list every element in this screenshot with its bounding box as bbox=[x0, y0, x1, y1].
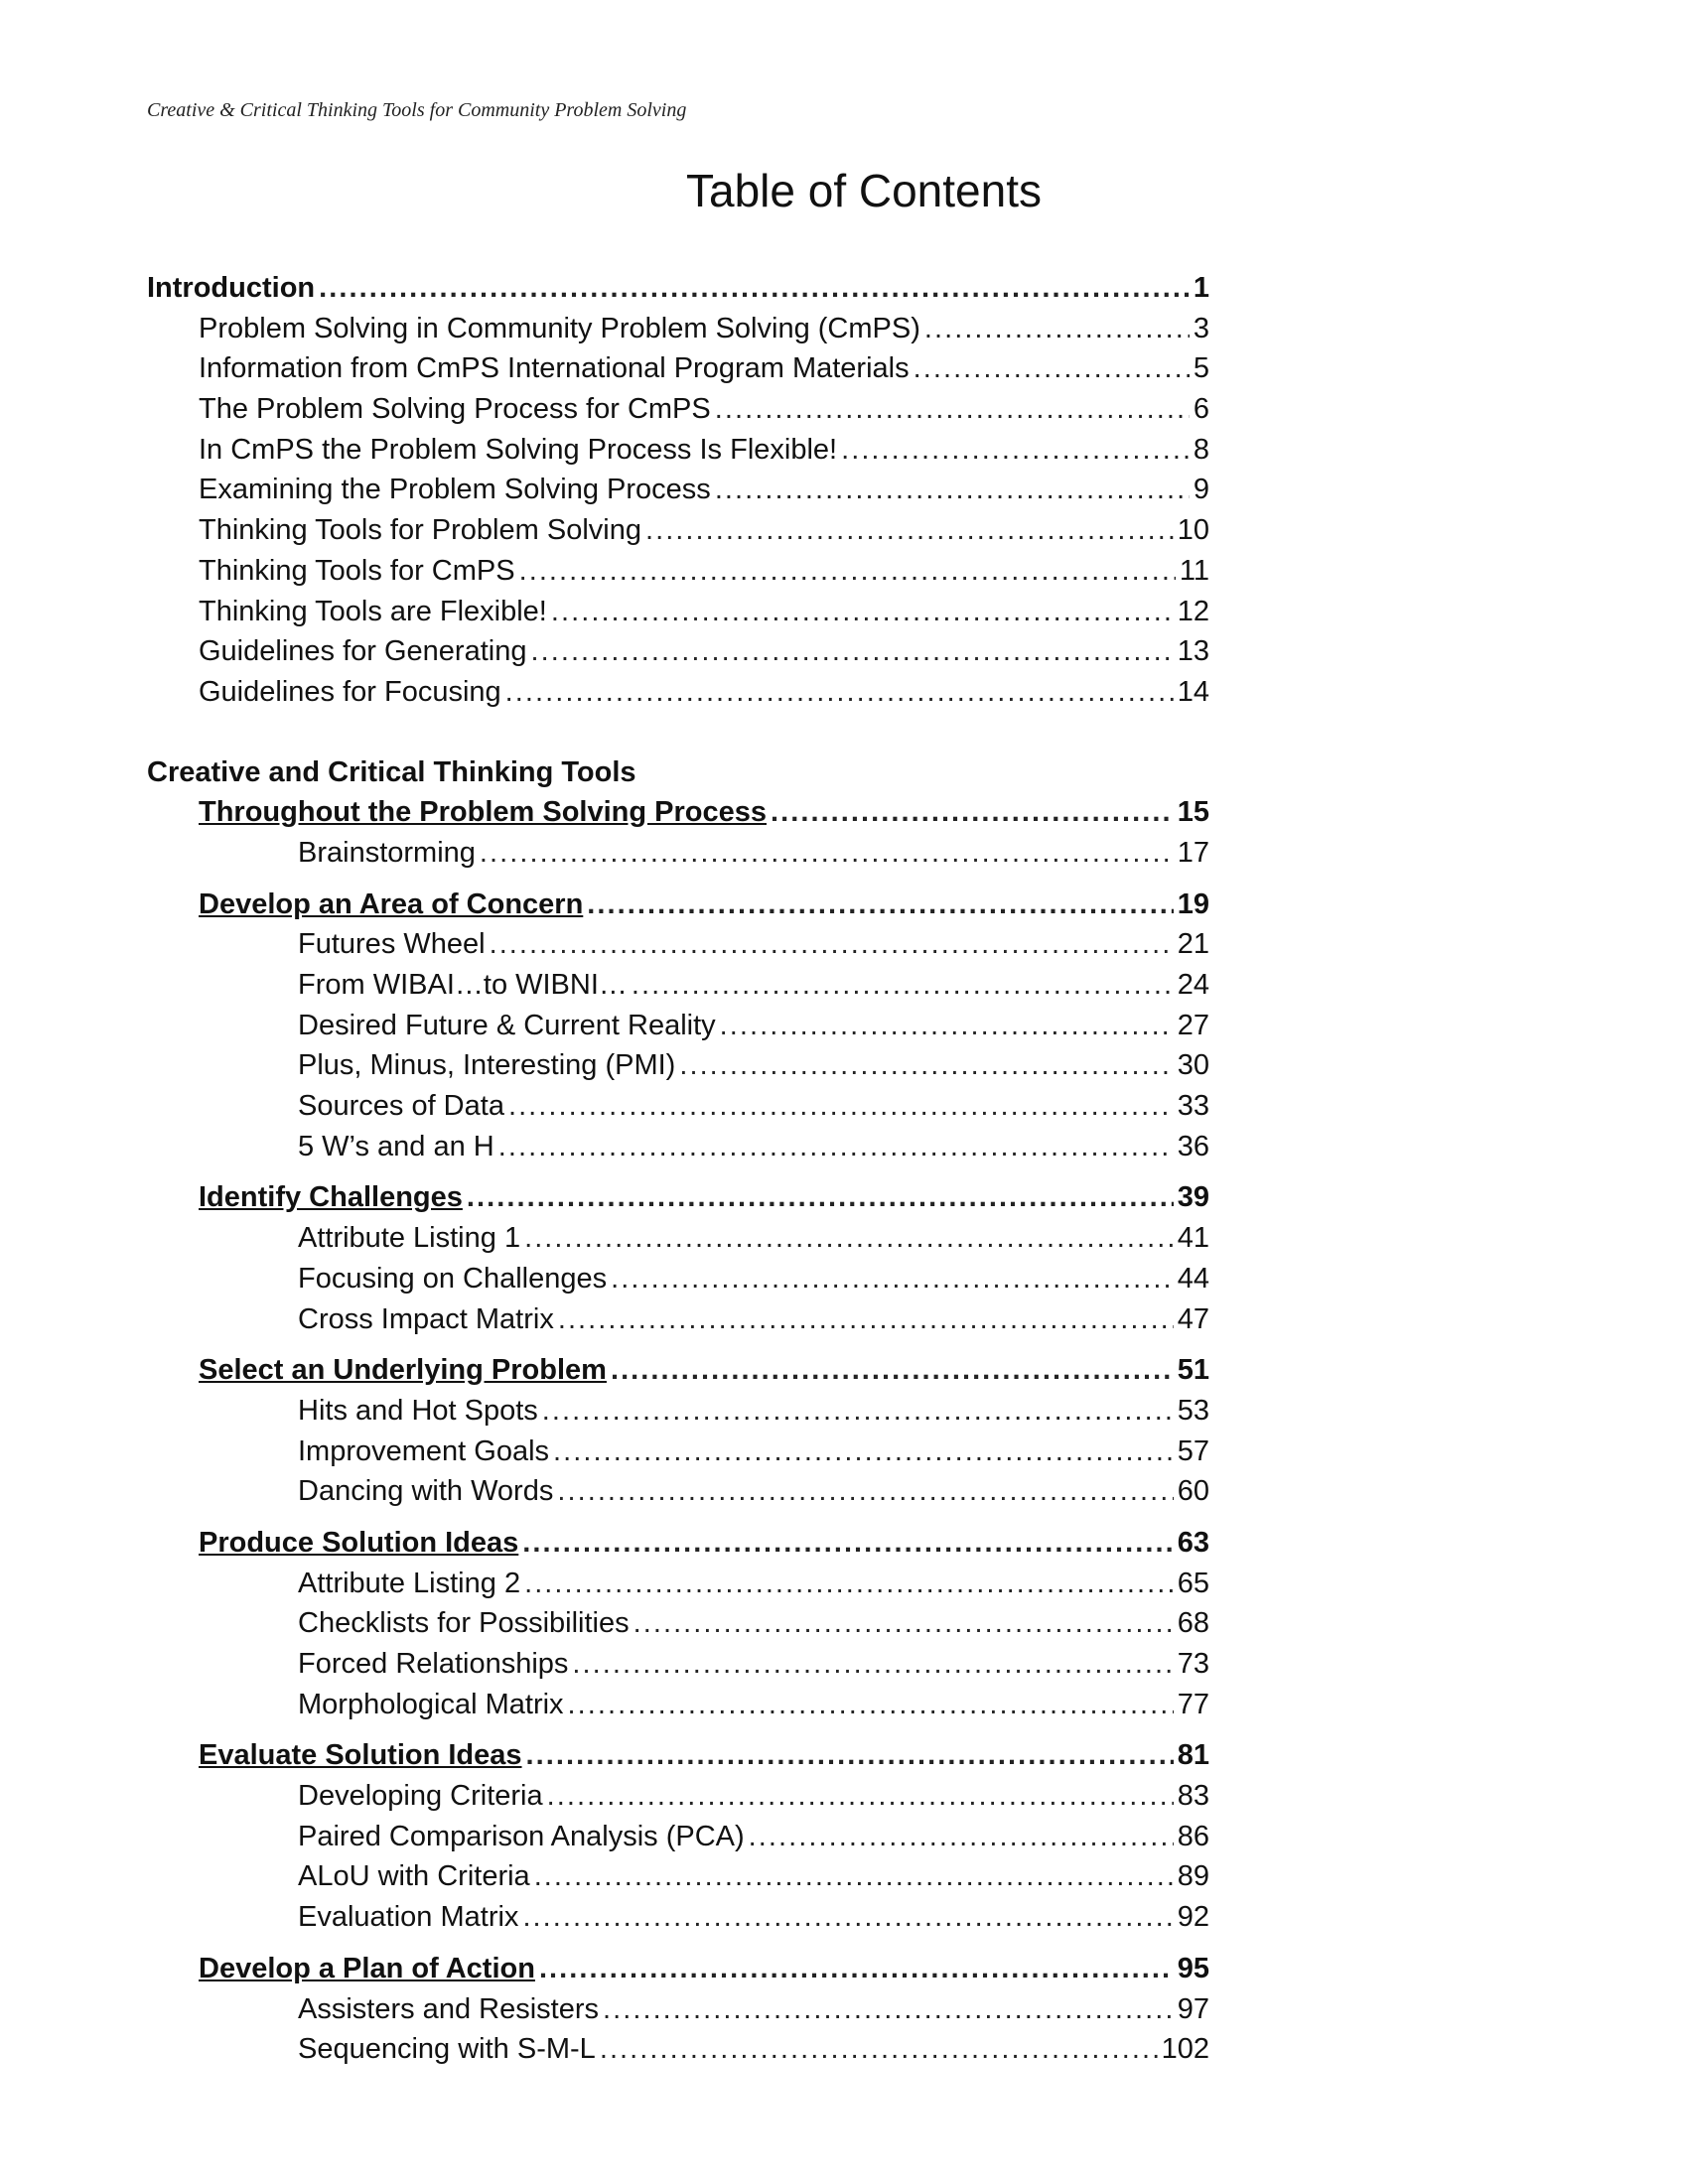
dot-leader bbox=[914, 348, 1190, 389]
toc-entry-title: Forced Relationships bbox=[298, 1648, 569, 1680]
toc-entry-page: 27 bbox=[1177, 1009, 1209, 1041]
toc-entry[interactable] bbox=[147, 592, 1209, 632]
toc-entry-title: Evaluate Solution Ideas bbox=[199, 1739, 522, 1772]
toc-entry-page: 95 bbox=[1177, 1952, 1209, 1984]
toc-entry-page: 47 bbox=[1177, 1302, 1209, 1335]
toc-entry-page: 83 bbox=[1177, 1780, 1209, 1813]
toc-entry-introduction[interactable] bbox=[147, 268, 1209, 309]
toc-entry-page: 12 bbox=[1177, 595, 1209, 627]
toc-entry-title: Morphological Matrix bbox=[298, 1688, 564, 1720]
toc-entry[interactable] bbox=[147, 672, 1209, 713]
toc-entry-page: 65 bbox=[1177, 1567, 1209, 1599]
dot-leader bbox=[522, 1523, 1173, 1564]
toc-entry[interactable] bbox=[147, 1644, 1209, 1685]
toc-entry-title: Assisters and Resisters bbox=[298, 1992, 599, 2025]
dot-leader bbox=[505, 672, 1174, 713]
dot-leader bbox=[603, 1989, 1174, 2030]
dot-leader bbox=[557, 1471, 1173, 1512]
toc-entry-page: 68 bbox=[1177, 1607, 1209, 1640]
dot-leader bbox=[498, 1127, 1174, 1167]
tools-list bbox=[147, 792, 1209, 2070]
toc-section-link[interactable] bbox=[147, 792, 1209, 833]
toc-entry[interactable] bbox=[147, 1432, 1209, 1472]
dot-leader bbox=[519, 551, 1176, 592]
toc-entry[interactable] bbox=[147, 1603, 1209, 1644]
toc-entry-title: Desired Future & Current Reality bbox=[298, 1009, 716, 1041]
dot-leader bbox=[547, 1776, 1174, 1817]
toc-entry[interactable] bbox=[147, 1471, 1209, 1512]
dot-leader bbox=[715, 470, 1190, 510]
toc-entry[interactable] bbox=[147, 1259, 1209, 1299]
toc-entry[interactable] bbox=[147, 510, 1209, 551]
dot-leader bbox=[600, 2029, 1158, 2070]
toc-entry-page: 77 bbox=[1177, 1688, 1209, 1720]
table-of-contents bbox=[147, 268, 1209, 2070]
toc-entry[interactable] bbox=[147, 833, 1209, 874]
running-header: Creative & Critical Thinking Tools for Community Problem Solving bbox=[147, 99, 687, 121]
dot-leader bbox=[553, 1432, 1174, 1472]
toc-entry[interactable] bbox=[147, 389, 1209, 430]
toc-entry[interactable] bbox=[147, 1086, 1209, 1127]
toc-entry-page: 24 bbox=[1177, 969, 1209, 1001]
toc-entry-page: 3 bbox=[1193, 312, 1209, 344]
dot-leader bbox=[568, 1685, 1174, 1725]
toc-entry-page: 10 bbox=[1177, 514, 1209, 547]
toc-entry-page: 30 bbox=[1177, 1049, 1209, 1082]
toc-entry-title: Attribute Listing 1 bbox=[298, 1222, 521, 1255]
toc-entry-title: Select an Underlying Problem bbox=[199, 1354, 607, 1387]
toc-section-link[interactable] bbox=[147, 1949, 1209, 1989]
toc-entry-page: 11 bbox=[1179, 554, 1209, 587]
toc-entry-title: Attribute Listing 2 bbox=[298, 1567, 521, 1599]
dot-leader bbox=[542, 1391, 1174, 1432]
toc-entry-page: 6 bbox=[1193, 393, 1209, 426]
toc-entry-page: 97 bbox=[1177, 1992, 1209, 2025]
toc-entry-page: 39 bbox=[1177, 1181, 1209, 1214]
toc-entry[interactable] bbox=[147, 631, 1209, 672]
toc-entry-title: 5 W’s and an H bbox=[298, 1130, 494, 1162]
dot-leader bbox=[508, 1086, 1174, 1127]
toc-entry-title: Plus, Minus, Interesting (PMI) bbox=[298, 1049, 676, 1082]
toc-entry-page: 5 bbox=[1193, 352, 1209, 385]
dot-leader bbox=[632, 965, 1174, 1006]
dot-leader bbox=[572, 1644, 1173, 1685]
dot-leader bbox=[924, 309, 1190, 349]
toc-entry[interactable] bbox=[147, 965, 1209, 1006]
toc-entry-page: 44 bbox=[1177, 1262, 1209, 1295]
dot-leader bbox=[530, 631, 1173, 672]
dot-leader bbox=[467, 1177, 1174, 1218]
toc-entry-title: Cross Impact Matrix bbox=[298, 1302, 554, 1335]
toc-entry-page: 41 bbox=[1177, 1222, 1209, 1255]
toc-entry[interactable] bbox=[147, 430, 1209, 471]
dot-leader bbox=[611, 1259, 1174, 1299]
toc-section-link[interactable] bbox=[147, 1735, 1209, 1776]
toc-entry-title: Hits and Hot Spots bbox=[298, 1394, 538, 1427]
toc-entry[interactable] bbox=[147, 551, 1209, 592]
toc-entry-title: Evaluation Matrix bbox=[298, 1901, 519, 1934]
dot-leader bbox=[490, 924, 1174, 965]
toc-entry[interactable] bbox=[147, 1685, 1209, 1725]
dot-leader bbox=[539, 1949, 1174, 1989]
toc-entry[interactable] bbox=[147, 1391, 1209, 1432]
toc-entry-title: Throughout the Problem Solving Process bbox=[199, 796, 767, 829]
toc-entry-page: 92 bbox=[1177, 1901, 1209, 1934]
dot-leader bbox=[611, 1350, 1174, 1391]
toc-entry-page: 33 bbox=[1177, 1090, 1209, 1123]
toc-entry-page: 1 bbox=[1193, 272, 1209, 304]
toc-entry-page: 9 bbox=[1193, 474, 1209, 506]
dot-leader bbox=[771, 792, 1174, 833]
toc-section-link[interactable] bbox=[147, 1177, 1209, 1218]
toc-entry-title: The Problem Solving Process for CmPS bbox=[199, 393, 711, 426]
dot-leader bbox=[551, 592, 1174, 632]
toc-entry-title: Checklists for Possibilities bbox=[298, 1607, 630, 1640]
toc-entry-page: 53 bbox=[1177, 1394, 1209, 1427]
toc-entry-page: 102 bbox=[1161, 2033, 1209, 2066]
toc-entry-page: 81 bbox=[1177, 1739, 1209, 1772]
toc-entry-title: From WIBAI…to WIBNI… bbox=[298, 969, 628, 1001]
toc-entry-title: Dancing with Words bbox=[298, 1475, 554, 1508]
toc-entry-page: 51 bbox=[1177, 1354, 1209, 1387]
toc-entry[interactable] bbox=[147, 1856, 1209, 1897]
dot-leader bbox=[526, 1735, 1174, 1776]
toc-entry-title: Guidelines for Focusing bbox=[199, 675, 501, 708]
toc-entry[interactable] bbox=[147, 1897, 1209, 1938]
dot-leader bbox=[522, 1897, 1173, 1938]
toc-entry-page: 36 bbox=[1177, 1130, 1209, 1162]
toc-entry[interactable] bbox=[147, 1045, 1209, 1086]
dot-leader bbox=[524, 1218, 1174, 1259]
toc-entry[interactable] bbox=[147, 1564, 1209, 1604]
toc-entry-title: Brainstorming bbox=[298, 836, 476, 869]
dot-leader bbox=[480, 833, 1174, 874]
dot-leader bbox=[319, 268, 1190, 309]
dot-leader bbox=[749, 1817, 1174, 1857]
toc-entry[interactable] bbox=[147, 1989, 1209, 2030]
dot-leader bbox=[645, 510, 1174, 551]
toc-entry-title: Thinking Tools for CmPS bbox=[199, 554, 515, 587]
toc-entry-title: Paired Comparison Analysis (PCA) bbox=[298, 1820, 745, 1852]
toc-entry-page: 19 bbox=[1177, 887, 1209, 920]
page-title: Table of Contents bbox=[685, 165, 1042, 216]
toc-entry-page: 15 bbox=[1177, 796, 1209, 829]
toc-entry[interactable] bbox=[147, 1817, 1209, 1857]
toc-entry[interactable] bbox=[147, 1776, 1209, 1817]
dot-leader bbox=[715, 389, 1190, 430]
toc-entry-page: 17 bbox=[1177, 836, 1209, 869]
toc-entry[interactable] bbox=[147, 309, 1209, 349]
dot-leader bbox=[633, 1603, 1174, 1644]
toc-entry-page: 63 bbox=[1177, 1526, 1209, 1559]
dot-leader bbox=[587, 885, 1173, 925]
dot-leader bbox=[558, 1299, 1174, 1340]
toc-entry[interactable] bbox=[147, 1218, 1209, 1259]
toc-entry-title: Develop a Plan of Action bbox=[199, 1952, 535, 1984]
toc-entry-page: 60 bbox=[1177, 1475, 1209, 1508]
toc-entry-page: 13 bbox=[1177, 635, 1209, 668]
toc-section-link[interactable] bbox=[147, 1350, 1209, 1391]
toc-entry-title: ALoU with Criteria bbox=[298, 1860, 530, 1893]
toc-entry-title: Futures Wheel bbox=[298, 928, 486, 961]
toc-entry-title: Introduction bbox=[147, 272, 316, 304]
toc-entry-title: Information from CmPS International Program Materials bbox=[199, 352, 910, 385]
toc-entry-title: Guidelines for Generating bbox=[199, 635, 527, 668]
dot-leader bbox=[524, 1564, 1174, 1604]
toc-entry-title: Produce Solution Ideas bbox=[199, 1526, 519, 1559]
toc-entry-title: Problem Solving in Community Problem Solving (CmPS) bbox=[199, 312, 920, 344]
toc-entry[interactable] bbox=[147, 348, 1209, 389]
toc-entry[interactable] bbox=[147, 2029, 1209, 2070]
toc-entry[interactable] bbox=[147, 1299, 1209, 1340]
dot-leader bbox=[720, 1006, 1174, 1046]
toc-entry-title: Develop an Area of Concern bbox=[199, 887, 584, 920]
toc-entry-title: Sources of Data bbox=[298, 1090, 504, 1123]
toc-entry-title: Developing Criteria bbox=[298, 1780, 543, 1813]
toc-entry-page: 57 bbox=[1177, 1434, 1209, 1467]
toc-entry[interactable] bbox=[147, 470, 1209, 510]
toc-entry-title: In CmPS the Problem Solving Process Is Flexible! bbox=[199, 433, 838, 466]
toc-entry-title: Examining the Problem Solving Process bbox=[199, 474, 711, 506]
toc-entry-title: Thinking Tools are Flexible! bbox=[199, 595, 547, 627]
toc-section-link[interactable] bbox=[147, 885, 1209, 925]
toc-entry-title: Identify Challenges bbox=[199, 1181, 463, 1214]
dot-leader bbox=[679, 1045, 1173, 1086]
toc-entry-title: Focusing on Challenges bbox=[298, 1262, 608, 1295]
toc-entry-page: 89 bbox=[1177, 1860, 1209, 1893]
dot-leader bbox=[534, 1856, 1174, 1897]
toc-section-link[interactable] bbox=[147, 1523, 1209, 1564]
toc-entry-title: Sequencing with S-M-L bbox=[298, 2033, 596, 2066]
toc-entry[interactable] bbox=[147, 1006, 1209, 1046]
toc-entry-title: Thinking Tools for Problem Solving bbox=[199, 514, 641, 547]
toc-entry-page: 86 bbox=[1177, 1820, 1209, 1852]
section-heading-tools: Creative and Critical Thinking Tools bbox=[147, 755, 636, 788]
toc-entry-page: 73 bbox=[1177, 1648, 1209, 1680]
dot-leader bbox=[841, 430, 1190, 471]
intro-list bbox=[147, 309, 1209, 713]
toc-entry[interactable] bbox=[147, 1127, 1209, 1167]
toc-entry-page: 8 bbox=[1193, 433, 1209, 466]
toc-entry[interactable] bbox=[147, 924, 1209, 965]
toc-entry-page: 14 bbox=[1177, 675, 1209, 708]
toc-entry-page: 21 bbox=[1177, 928, 1209, 961]
toc-entry-title: Improvement Goals bbox=[298, 1434, 550, 1467]
